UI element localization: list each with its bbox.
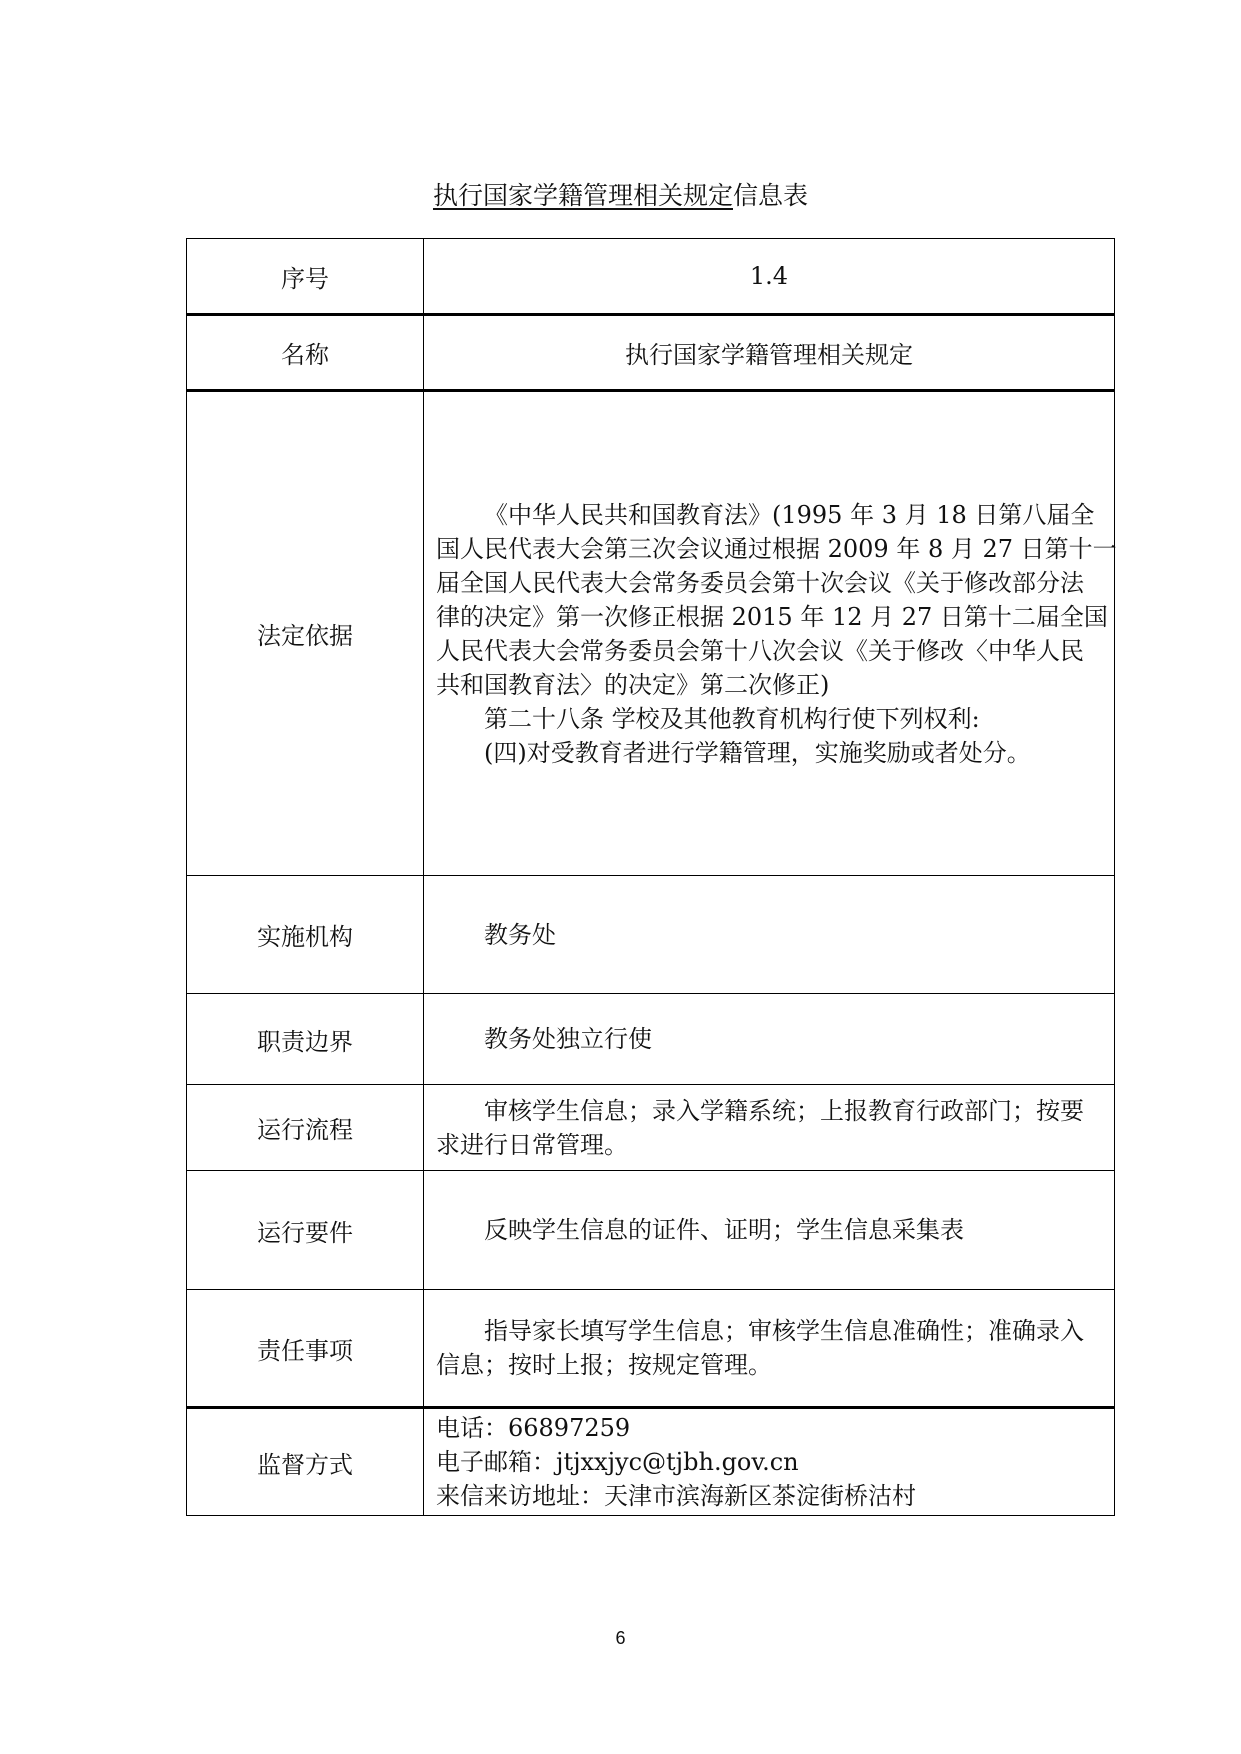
row-responsibilities [187,1290,1115,1408]
value-requirements: 反映学生信息的证件、证明；学生信息采集表 [484,1216,964,1244]
legal-line: 国人民代表大会第三次会议通过根据 2009 年 8 月 27 日第十一 [436,534,1117,563]
label-serial: 序号 [187,239,424,315]
row-name [187,315,1115,391]
legal-line: 第二十八条 学校及其他教育机构行使下列权利: [484,704,980,733]
row-agency [187,876,1115,994]
value-process [424,1085,1115,1171]
title-rest: 信息表 [733,181,809,210]
process-line: 审核学生信息；录入学籍系统；上报教育行政部门；按要 [484,1096,1084,1125]
legal-line: 《中华人民共和国教育法》(1995 年 3 月 18 日第八届全 [484,500,1095,529]
label-requirements: 运行要件 [187,1171,424,1290]
label-boundary: 职责边界 [187,994,424,1085]
value-name: 执行国家学籍管理相关规定 [424,315,1115,391]
row-serial [187,239,1115,315]
legal-line: 人民代表大会常务委员会第十八次会议《关于修改〈中华人民 [436,636,1084,665]
value-responsibilities [424,1290,1115,1408]
legal-line: (四)对受教育者进行学籍管理，实施奖励或者处分。 [484,738,1031,767]
page-number: 6 [615,1628,626,1648]
info-table [186,238,1115,1516]
responsibility-line: 信息；按时上报；按规定管理。 [436,1351,772,1379]
value-serial: 1.4 [424,239,1115,315]
value-legal-basis [424,391,1115,876]
responsibility-line: 指导家长填写学生信息；审核学生信息准确性；准确录入 [484,1317,1084,1345]
label-process: 运行流程 [187,1085,424,1171]
label-responsibilities: 责任事项 [187,1290,424,1408]
title-underlined: 执行国家学籍管理相关规定 [432,181,733,210]
legal-line: 届全国人民代表大会常务委员会第十次会议《关于修改部分法 [436,568,1084,597]
value-agency: 教务处 [484,920,556,949]
row-supervision [187,1408,1115,1516]
supervision-address: 来信来访地址：天津市滨海新区茶淀街桥沽村 [436,1482,916,1510]
value-supervision [424,1408,1115,1516]
process-line: 求进行日常管理。 [436,1130,628,1159]
label-supervision: 监督方式 [187,1408,424,1516]
document-title [0,176,1241,212]
row-process [187,1085,1115,1171]
label-legal-basis: 法定依据 [187,391,424,876]
label-agency: 实施机构 [187,876,424,994]
supervision-email: 电子邮箱：jtjxxjyc@tjbh.gov.cn [436,1448,799,1476]
row-requirements [187,1171,1115,1290]
value-boundary: 教务处独立行使 [484,1025,652,1053]
legal-line: 律的决定》第一次修正根据 2015 年 12 月 27 日第十二届全国 [436,602,1108,631]
row-boundary [187,994,1115,1085]
row-legal-basis [187,391,1115,876]
supervision-phone: 电话：66897259 [436,1414,631,1442]
legal-line: 共和国教育法〉的决定》第二次修正) [436,670,830,699]
label-name: 名称 [187,315,424,391]
